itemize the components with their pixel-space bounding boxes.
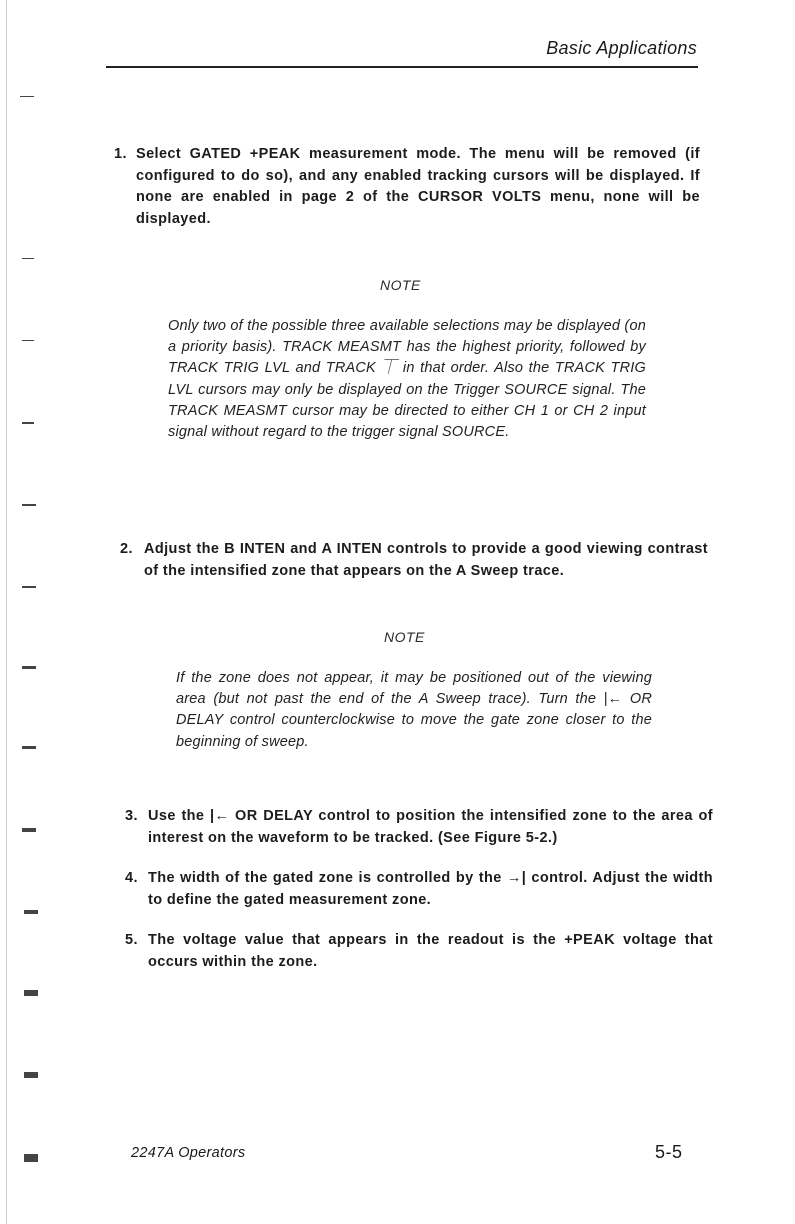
header-rule — [106, 66, 698, 68]
step-number: 3. — [125, 808, 138, 824]
binding-edge — [0, 0, 46, 1224]
step-5 — [125, 930, 713, 973]
step-text: Select GATED +PEAK measurement mode. The menu will be removed (if configured to do so), and any enabled tracking cursors will be displayed. If none are enabled in page 2 of the CURSOR VOLTS menu, none will be displayed. — [136, 146, 700, 227]
step-number: 4. — [125, 870, 138, 886]
step-1 — [114, 144, 700, 230]
manual-name: 2247A Operators — [131, 1145, 246, 1161]
note-heading: NOTE — [384, 629, 425, 645]
page-number: 5-5 — [655, 1142, 683, 1162]
note-text: If the zone does not appear, it may be positioned out of the viewing area (but not past the end of the A Sweep trace). Turn the |← OR DELAY control counterclockwise to move the gate zone closer to the beginning of sweep. — [176, 670, 652, 750]
note-heading: NOTE — [380, 277, 421, 293]
section-title: Basic Applications — [546, 38, 697, 58]
step-text: The width of the gated zone is controlled by the →| control. Adjust the width to define the gated measurement zone. — [148, 870, 713, 908]
step-2 — [120, 539, 708, 582]
step-4 — [125, 868, 713, 911]
step-text: Use the |← OR DELAY control to position the intensified zone to the area of interest on the waveform to be tracked. (See Figure 5-2.) — [148, 808, 713, 846]
step-number: 1. — [114, 146, 127, 162]
step-text: The voltage value that appears in the readout is the +PEAK voltage that occurs within the zone. — [148, 932, 713, 970]
step-number: 2. — [120, 541, 133, 557]
step-text: Adjust the B INTEN and A INTEN controls to provide a good viewing contrast of the intensified zone that appears on the A Sweep trace. — [144, 541, 708, 579]
step-3 — [125, 806, 713, 849]
note-text: Only two of the possible three available selections may be displayed (on a priority basis). TRACK MEASMT has the highest priority, followed by TRACK TRIG LVL and TRACK ⏉ in that order. Also the TRACK TRIG LVL cursors may only be displayed on the Trigger SOURCE signal. The TRACK MEASMT cursor may be directed to either CH 1 or CH 2 input signal without regard to the trigger signal SOURCE. — [168, 318, 646, 441]
step-number: 5. — [125, 932, 138, 948]
